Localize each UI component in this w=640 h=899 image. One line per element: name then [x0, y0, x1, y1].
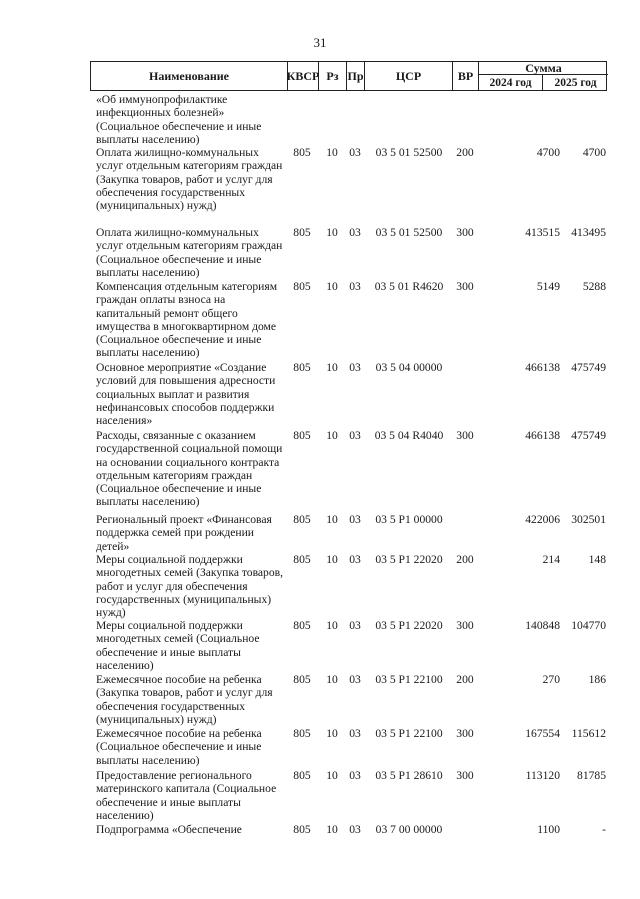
row-sum-2024: 270	[542, 673, 560, 686]
row-sum-2024: 466138	[525, 361, 560, 374]
row-csr: 03 5 P1 22100	[375, 727, 443, 740]
row-rz: 10	[326, 513, 338, 526]
row-sum-2025: 475749	[571, 429, 606, 442]
page-number: 31	[313, 35, 327, 50]
row-pr: 03	[349, 280, 361, 293]
row-pr: 03	[349, 226, 361, 239]
row-vr: 300	[456, 727, 474, 740]
row-pr: 03	[349, 146, 361, 159]
row-sum-2024: 422006	[525, 513, 560, 526]
row-pr: 03	[349, 429, 361, 442]
row-pr: 03	[349, 361, 361, 374]
row-sum-2024: 413515	[525, 226, 560, 239]
row-vr: 300	[456, 619, 474, 632]
row-csr: 03 5 P1 00000	[375, 513, 443, 526]
header-csr: ЦСР	[365, 62, 453, 90]
row-sum-2025: 104770	[571, 619, 606, 632]
row-rz: 10	[326, 619, 338, 632]
row-sum-2024: 1100	[537, 823, 560, 836]
header-rz: Рз	[319, 62, 347, 90]
row-kvsr: 805	[293, 673, 311, 686]
row-name: Подпрограмма «Обеспечение	[96, 823, 242, 836]
row-sum-2024: 4700	[536, 146, 560, 159]
row-pr: 03	[349, 553, 361, 566]
row-rz: 10	[326, 361, 338, 374]
row-kvsr: 805	[293, 727, 311, 740]
row-vr: 300	[456, 769, 474, 782]
row-kvsr: 805	[293, 619, 311, 632]
row-kvsr: 805	[293, 513, 311, 526]
row-pr: 03	[349, 619, 361, 632]
row-name: Региональный проект «Финансовая поддержка семей при рождении детей»	[96, 513, 272, 553]
row-kvsr: 805	[293, 280, 311, 293]
row-name: Предоставление регионального материнского капитала (Социальное обеспечение и иные выплаты населению)	[96, 769, 277, 822]
row-sum-2025: 413495	[571, 226, 606, 239]
row-name: Компенсация отдельным категориям граждан оплаты взноса на капитальный ремонт общего имущества в многоквартирном доме (Социальное обеспечение и иные выплаты населению)	[96, 280, 278, 360]
row-kvsr: 805	[293, 553, 311, 566]
row-sum-2024: 214	[542, 553, 560, 566]
row-csr: 03 5 P1 22100	[375, 673, 443, 686]
row-sum-2025: -	[602, 823, 606, 836]
row-name: Ежемесячное пособие на ребенка (Социальное обеспечение и иные выплаты населению)	[96, 727, 262, 767]
header-vr: ВР	[453, 62, 479, 90]
row-sum-2024: 466138	[525, 429, 560, 442]
row-pr: 03	[349, 673, 361, 686]
row-csr: 03 5 P1 22020	[375, 619, 443, 632]
row-rz: 10	[326, 673, 338, 686]
row-pr: 03	[349, 769, 361, 782]
row-csr: 03 5 04 00000	[375, 361, 443, 374]
header-year-2025: 2025 год	[554, 76, 597, 89]
row-name: Оплата жилищно-коммунальных услуг отдельным категориям граждан (Социальное обеспечение и иные выплаты населению)	[96, 226, 283, 279]
row-rz: 10	[326, 280, 338, 293]
row-name: Расходы, связанные с оказанием государственной социальной помощи на основании социального контракта отдельным категориям граждан (Социальное обеспечение и иные выплаты населению)	[96, 429, 283, 509]
row-kvsr: 805	[293, 146, 311, 159]
header-year-2024: 2024 год	[479, 75, 543, 90]
header-sum-group	[479, 62, 608, 90]
row-name: Меры социальной поддержки многодетных семей (Закупка товаров, работ и услуг для обеспечения государственных (муниципальных) нужд)	[96, 553, 284, 620]
row-kvsr: 805	[293, 769, 311, 782]
row-csr: 03 5 P1 28610	[375, 769, 443, 782]
row-vr: 300	[456, 226, 474, 239]
row-rz: 10	[326, 146, 338, 159]
budget-table	[90, 60, 607, 836]
row-sum-2025: 475749	[571, 361, 606, 374]
row-kvsr: 805	[293, 226, 311, 239]
row-rz: 10	[326, 769, 338, 782]
row-vr: 200	[456, 673, 474, 686]
row-rz: 10	[326, 429, 338, 442]
row-vr: 300	[456, 429, 474, 442]
row-vr: 300	[456, 280, 474, 293]
row-kvsr: 805	[293, 823, 311, 836]
row-sum-2024: 5149	[536, 280, 560, 293]
row-sum-2025: 81785	[577, 769, 606, 782]
row-rz: 10	[326, 727, 338, 740]
row-rz: 10	[326, 823, 338, 836]
header-name: Наименование	[91, 62, 288, 90]
table-header	[90, 61, 607, 91]
row-csr: 03 5 01 52500	[375, 226, 443, 239]
row-pr: 03	[349, 513, 361, 526]
header-kvsr: КВСР	[288, 62, 319, 90]
row-kvsr: 805	[293, 429, 311, 442]
row-sum-2024: 113120	[525, 769, 560, 782]
row-sum-2025: 186	[588, 673, 606, 686]
header-pr: Пр	[347, 62, 365, 90]
row-csr: 03 5 04 R4040	[374, 429, 444, 442]
row-rz: 10	[326, 553, 338, 566]
row-name: Меры социальной поддержки многодетных семей (Социальное обеспечение и иные выплаты населению)	[96, 619, 260, 672]
row-sum-2025: 302501	[571, 513, 606, 526]
row-rz: 10	[326, 226, 338, 239]
row-name: «Об иммунопрофилактике инфекционных болезней» (Социальное обеспечение и иные выплаты населению)	[96, 93, 262, 146]
row-kvsr: 805	[293, 361, 311, 374]
row-name: Оплата жилищно-коммунальных услуг отдельным категориям граждан (Закупка товаров, работ и услуг для обеспечения государственных (муниципальных) нужд)	[96, 146, 283, 213]
row-name: Ежемесячное пособие на ребенка (Закупка товаров, работ и услуг для обеспечения государственных (муниципальных) нужд)	[96, 673, 273, 726]
row-name: Основное мероприятие «Создание условий для повышения адресности социальных выплат и развития нефинансовых способов поддержки населения»	[96, 361, 276, 428]
row-sum-2025: 148	[588, 553, 606, 566]
row-pr: 03	[349, 823, 361, 836]
row-sum-2024: 167554	[525, 727, 560, 740]
row-sum-2025: 5288	[582, 280, 606, 293]
row-sum-2025: 4700	[582, 146, 606, 159]
row-vr: 200	[456, 553, 474, 566]
row-csr: 03 7 00 00000	[375, 823, 443, 836]
row-vr: 200	[456, 146, 474, 159]
row-csr: 03 5 P1 22020	[375, 553, 443, 566]
row-sum-2025: 115612	[571, 727, 606, 740]
row-pr: 03	[349, 727, 361, 740]
row-csr: 03 5 01 52500	[375, 146, 443, 159]
row-csr: 03 5 01 R4620	[374, 280, 444, 293]
row-sum-2024: 140848	[525, 619, 560, 632]
header-sum: Сумма	[479, 62, 608, 75]
